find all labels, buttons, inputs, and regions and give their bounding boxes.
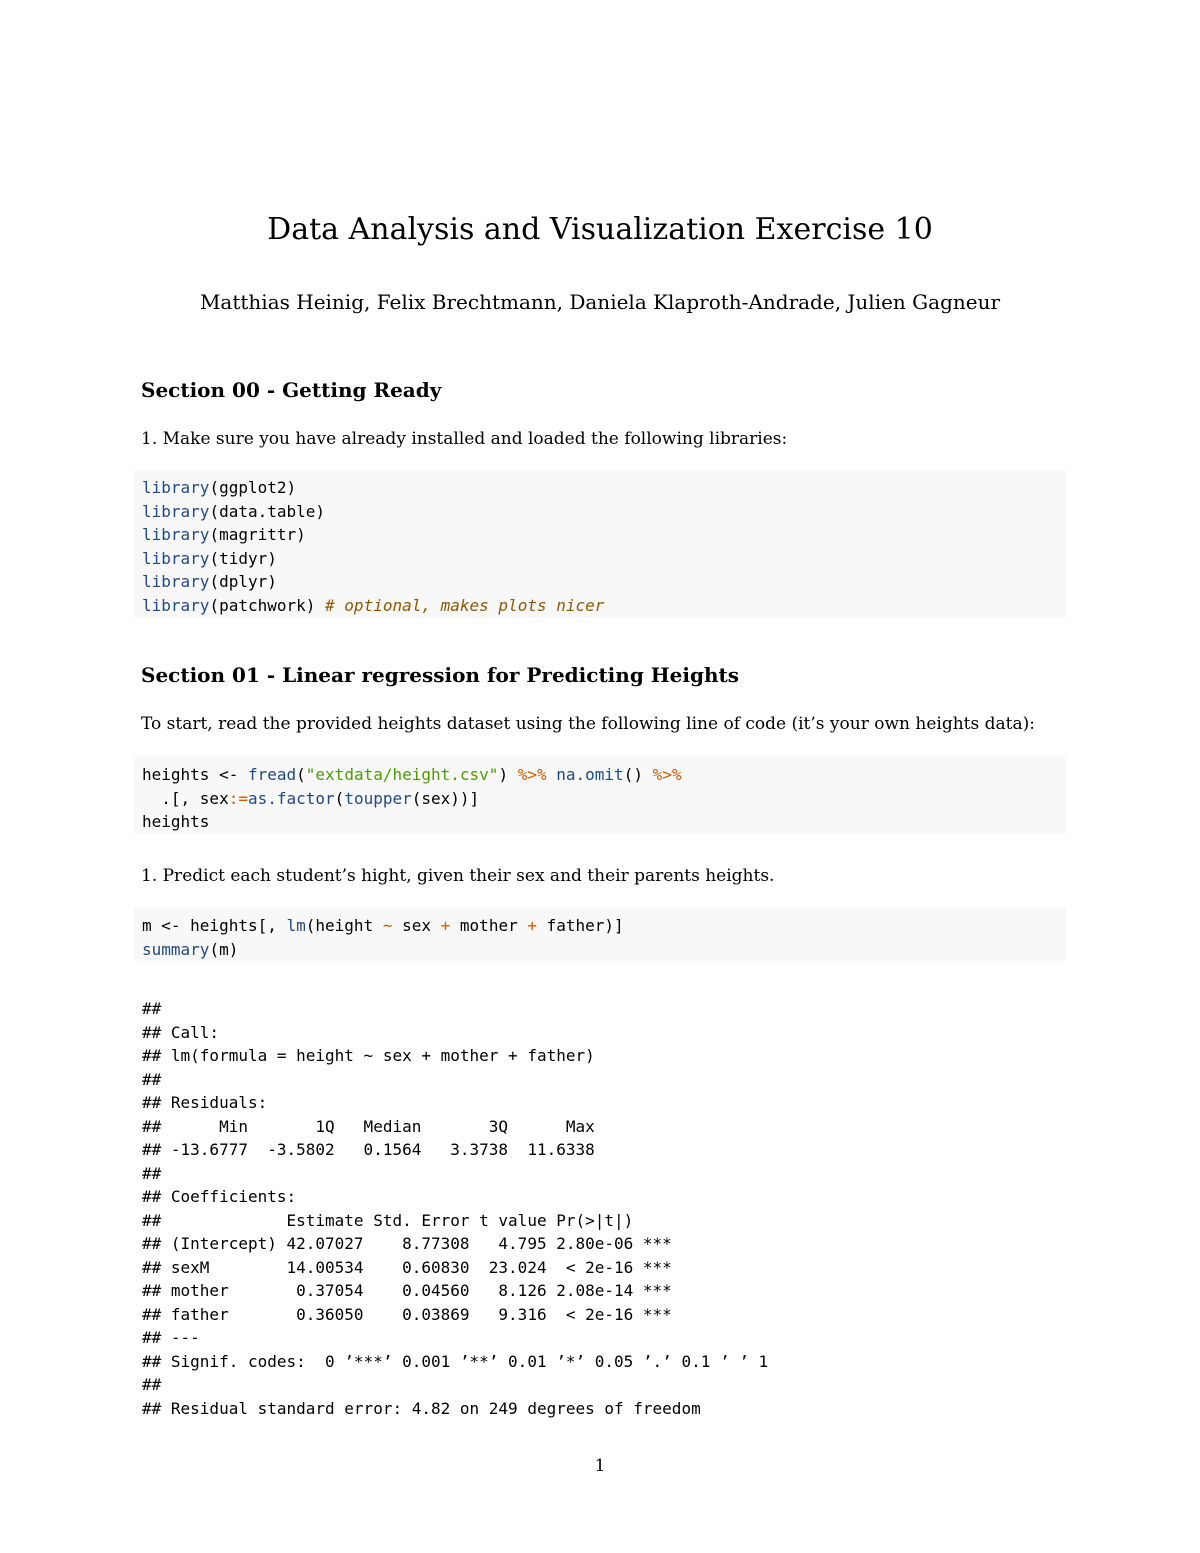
library-code-block: [134, 470, 1066, 618]
output-line: ## Estimate Std. Error t value Pr(>|t|): [142, 1210, 634, 1230]
output-line: ## Min 1Q Median 3Q Max: [142, 1116, 595, 1136]
read-data-code-block: [134, 757, 1066, 834]
code-line: library(data.table): [142, 501, 326, 521]
model-code-block: [134, 908, 1066, 961]
output-line: ## -13.6777 -3.5802 0.1564 3.3738 11.6338: [142, 1140, 595, 1159]
code-line: heights: [142, 812, 210, 831]
code-line: library(magrittr): [142, 525, 306, 544]
section-01-intro: To start, read the provided heights dataset using the following line of code (it’s your own heights data):: [141, 714, 1035, 734]
section-01-heading: Section 01 - Linear regression for Predicting Heights: [141, 663, 740, 687]
code-line: summary(m): [142, 939, 239, 959]
output-line: ## mother 0.37054 0.04560 8.126 2.08e-14 ***: [142, 1281, 672, 1300]
code-line: heights <- fread("extdata/height.csv") %>% na.omit() %>%: [142, 765, 682, 784]
output-line: ## father 0.36050 0.03869 9.316 < 2e-16 ***: [142, 1304, 672, 1324]
output-line: ##: [142, 1163, 162, 1183]
output-line: ## Coefficients:: [142, 1187, 297, 1206]
output-line: ## Residual standard error: 4.82 on 249 degrees of freedom: [142, 1398, 701, 1418]
section-00-heading: Section 00 - Getting Ready: [141, 378, 442, 402]
output-line: ## lm(formula = height ~ sex + mother + father): [142, 1046, 595, 1065]
output-line: ## Call:: [142, 1022, 220, 1042]
output-line: ## ---: [142, 1328, 200, 1347]
section-00-item-1: 1. Make sure you have already installed and loaded the following libraries:: [141, 429, 788, 449]
code-line: m <- heights[, lm(height ~ sex + mother + father)]: [142, 916, 624, 935]
output-line: ## Residuals:: [142, 1093, 268, 1112]
output-line: ## sexM 14.00534 0.60830 23.024 < 2e-16 ***: [142, 1257, 672, 1277]
output-line: ## (Intercept) 42.07027 8.77308 4.795 2.80e-06 ***: [142, 1234, 672, 1253]
output-line: ##: [142, 1069, 162, 1089]
output-line: ##: [142, 999, 162, 1018]
code-line: library(dplyr): [142, 572, 277, 591]
page-number: 1: [594, 1456, 606, 1476]
model-summary-output: [142, 997, 768, 1420]
code-line: .[, sex:=as.factor(toupper(sex))]: [142, 788, 480, 808]
code-comment: # optional, makes plots nicer: [325, 595, 605, 615]
code-line: library(tidyr): [142, 548, 277, 568]
section-01-item-1: 1. Predict each student’s hight, given their sex and their parents heights.: [141, 866, 775, 886]
output-line: ##: [142, 1375, 162, 1394]
code-line: library(ggplot2): [142, 478, 297, 497]
code-line: library(patchwork) # optional, makes plots nicer: [142, 595, 605, 615]
document-title: Data Analysis and Visualization Exercise 10: [267, 212, 933, 247]
author-list: Matthias Heinig, Felix Brechtmann, Daniela Klaproth-Andrade, Julien Gagneur: [199, 290, 1001, 314]
output-line: ## Signif. codes: 0 ’***’ 0.001 ’**’ 0.01 ’*’ 0.05 ’.’ 0.1 ’ ’ 1: [142, 1351, 769, 1371]
